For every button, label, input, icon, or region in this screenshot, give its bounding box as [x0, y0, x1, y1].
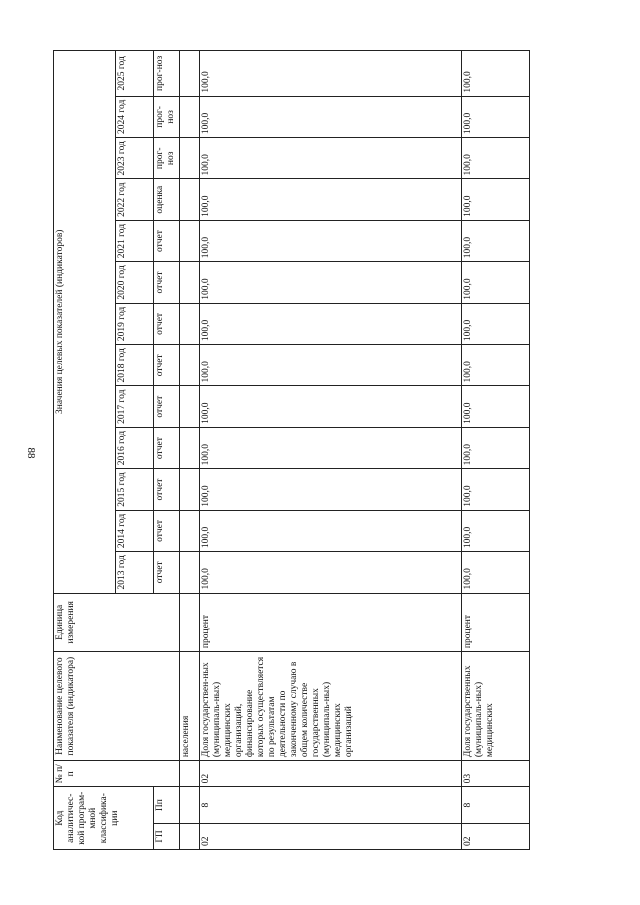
cell-value: [180, 427, 200, 468]
cell-value: [180, 510, 200, 551]
header-status: отчет: [154, 510, 180, 551]
header-unit: Единица измерения: [54, 593, 180, 652]
header-year: 2021 год: [116, 220, 154, 261]
cell-value: 100,0: [462, 179, 530, 220]
cell-pp: 8: [462, 787, 530, 823]
cell-gp: [180, 823, 200, 849]
cell-value: 100,0: [200, 510, 462, 551]
cell-name: Доля государственных (муниципаль-ных) медицинских: [462, 652, 530, 761]
header-year: 2013 год: [116, 552, 154, 593]
table-row: [180, 51, 200, 850]
cell-value: 100,0: [200, 179, 462, 220]
header-year: 2022 год: [116, 179, 154, 220]
cell-value: 100,0: [462, 96, 530, 137]
header-year: 2018 год: [116, 345, 154, 386]
cell-value: [180, 51, 200, 97]
page-number: 88: [25, 447, 37, 459]
header-status: отчет: [154, 386, 180, 427]
header-year: 2020 год: [116, 262, 154, 303]
cell-value: 100,0: [462, 427, 530, 468]
header-year: 2023 год: [116, 138, 154, 179]
indicators-table: [53, 50, 530, 850]
cell-value: 100,0: [200, 345, 462, 386]
cell-value: [180, 220, 200, 261]
header-year: 2025 год: [116, 51, 154, 97]
cell-value: 100,0: [200, 469, 462, 510]
header-values-group: Значения целевых показателей (индикаторов): [54, 51, 116, 594]
cell-value: 100,0: [462, 303, 530, 344]
header-year: 2019 год: [116, 303, 154, 344]
cell-value: [180, 345, 200, 386]
cell-gp: 02: [200, 823, 462, 849]
header-status: прог-ноз: [154, 96, 180, 137]
cell-value: 100,0: [200, 552, 462, 593]
header-year: 2024 год: [116, 96, 154, 137]
cell-pp: [180, 787, 200, 823]
cell-unit: процент: [462, 593, 530, 652]
header-year: 2015 год: [116, 469, 154, 510]
cell-value: 100,0: [462, 345, 530, 386]
cell-num: 02: [200, 761, 462, 787]
header-pp: Пп: [154, 787, 180, 823]
header-status: прог-ноз: [154, 51, 180, 97]
cell-value: 100,0: [200, 386, 462, 427]
cell-value: 100,0: [462, 552, 530, 593]
header-program-code: Код аналитичес-кой програм-мной классифика-ции: [54, 787, 154, 850]
cell-value: 100,0: [462, 138, 530, 179]
cell-name: населения: [180, 652, 200, 761]
cell-value: 100,0: [462, 386, 530, 427]
header-row-number: № п/п: [54, 761, 180, 787]
header-status: прог-ноз: [154, 138, 180, 179]
cell-value: [180, 179, 200, 220]
header-year: 2014 год: [116, 510, 154, 551]
cell-value: 100,0: [200, 138, 462, 179]
cell-value: 100,0: [200, 262, 462, 303]
header-year: 2016 год: [116, 427, 154, 468]
header-status: оценка: [154, 179, 180, 220]
cell-value: 100,0: [462, 220, 530, 261]
cell-unit: [180, 593, 200, 652]
header-status: отчет: [154, 262, 180, 303]
table-header: [54, 51, 180, 850]
cell-num: [180, 761, 200, 787]
cell-unit: процент: [200, 593, 462, 652]
header-indicator-name: Наименование целевого показателя (индикатора): [54, 652, 180, 761]
header-year: 2017 год: [116, 386, 154, 427]
cell-value: 100,0: [200, 427, 462, 468]
header-status: отчет: [154, 220, 180, 261]
header-status: отчет: [154, 552, 180, 593]
cell-pp: 8: [200, 787, 462, 823]
header-status: отчет: [154, 427, 180, 468]
header-gp: ГП: [154, 823, 180, 849]
cell-value: [180, 386, 200, 427]
cell-value: 100,0: [462, 51, 530, 97]
cell-value: 100,0: [200, 51, 462, 97]
cell-value: [180, 469, 200, 510]
cell-value: [180, 96, 200, 137]
cell-value: 100,0: [462, 469, 530, 510]
header-status: отчет: [154, 345, 180, 386]
cell-name: Доля государствен-ных (муниципаль-ных) медицинских организаций, финансирование которых осуществляется по результатам деятельности по законченному случаю в общем количестве государственных (муниципаль-ных) медицинских организаций: [200, 652, 462, 761]
cell-value: [180, 262, 200, 303]
rotated-table-container: [53, 50, 529, 850]
cell-value: 100,0: [200, 220, 462, 261]
cell-gp: 02: [462, 823, 530, 849]
table-row: [200, 51, 462, 850]
table-row: [462, 51, 530, 850]
cell-value: [180, 303, 200, 344]
cell-value: 100,0: [462, 262, 530, 303]
header-status: отчет: [154, 469, 180, 510]
cell-value: [180, 138, 200, 179]
cell-value: 100,0: [200, 303, 462, 344]
cell-value: [180, 552, 200, 593]
cell-value: 100,0: [200, 96, 462, 137]
cell-value: 100,0: [462, 510, 530, 551]
header-status: отчет: [154, 303, 180, 344]
cell-num: 03: [462, 761, 530, 787]
